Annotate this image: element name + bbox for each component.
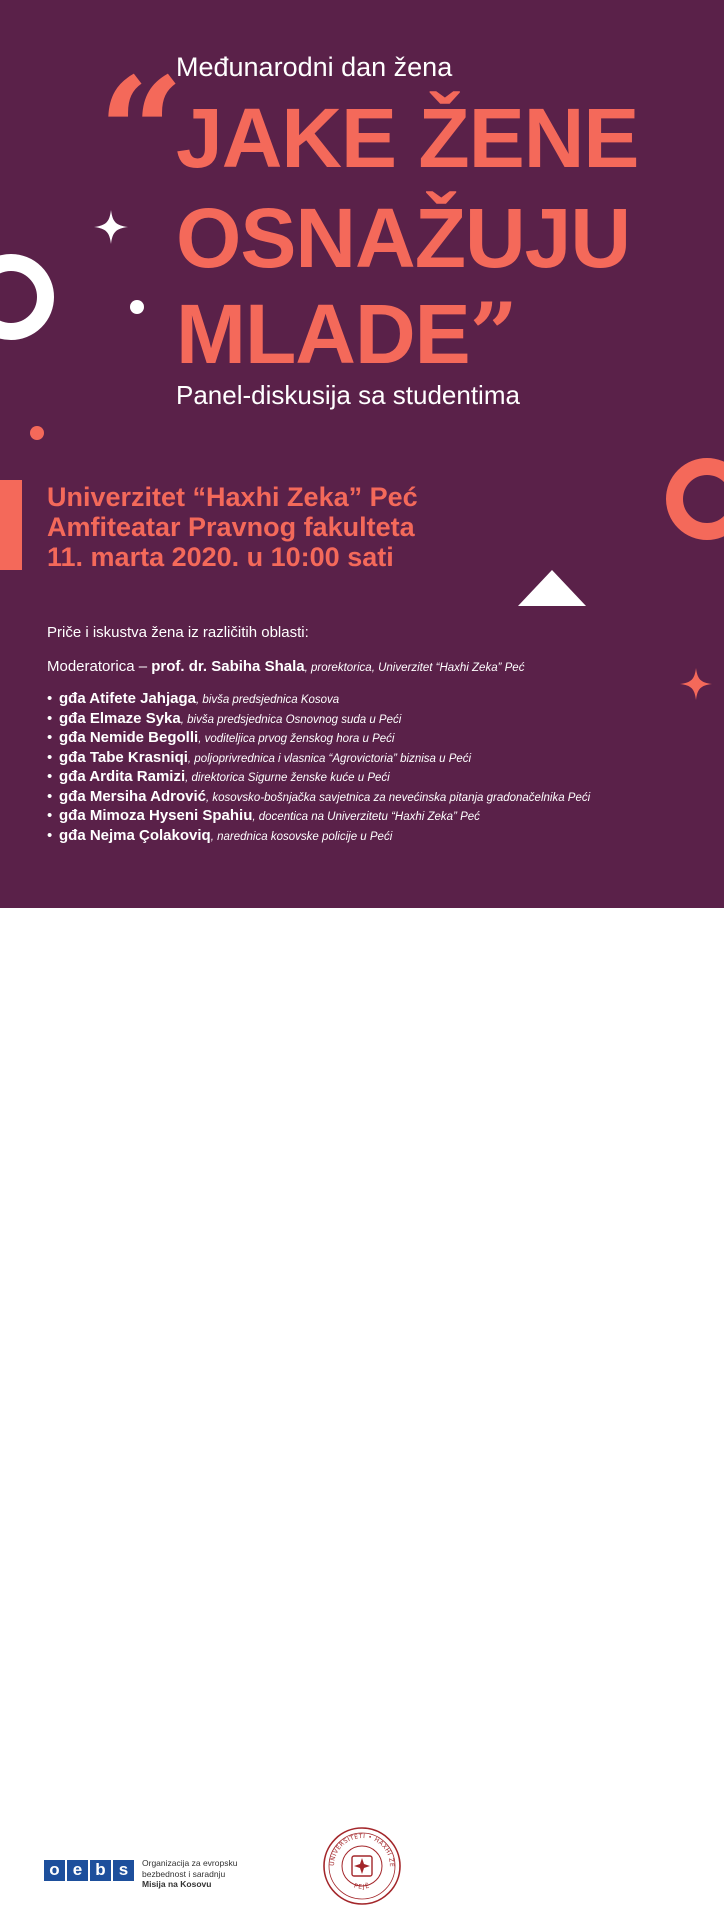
moderator-name: prof. dr. Sabiha Shala: [151, 658, 305, 675]
bullet: •: [47, 807, 53, 824]
oebs-logo-letter: o: [44, 1860, 65, 1881]
moderator-line: [47, 658, 524, 675]
bullet: •: [47, 729, 53, 746]
moderator-role: , prorektorica, Univerzitet “Haxhi Zeka” Peć: [304, 662, 525, 674]
oebs-org-name: [142, 1858, 237, 1890]
speaker-role: , narednica kosovske policije u Peći: [210, 830, 393, 843]
speaker-name: gđa Atifete Jahjaga: [59, 690, 196, 707]
oebs-logo-letter: e: [67, 1860, 88, 1881]
triangle-icon: [518, 570, 586, 606]
speaker-name: gđa Elmaze Syka: [59, 709, 181, 727]
list-item: [47, 710, 590, 730]
dot-decoration: [30, 426, 44, 440]
bullet: •: [47, 690, 53, 707]
bullet: •: [47, 748, 53, 766]
list-item: [47, 690, 590, 710]
list-item: [47, 827, 590, 847]
footer: [0, 908, 724, 1891]
speakers-list: [47, 690, 590, 846]
speaker-name: gđa Ardita Ramizi: [59, 768, 186, 785]
open-quote-mark: “: [98, 45, 185, 221]
svg-text:PEJË: [353, 1883, 371, 1891]
speaker-role: , poljoprivrednica i vlasnica “Agrovictoria” biznisa u Peći: [187, 752, 472, 765]
dot-decoration: [130, 300, 144, 314]
speaker-name: gđa Mimoza Hyseni Spahiu: [59, 807, 253, 824]
university-seal-icon: [322, 1826, 402, 1911]
event-supertitle: Međunarodni dan žena: [176, 52, 453, 82]
speaker-role: , direktorica Sigurne ženske kuće u Peći: [185, 772, 390, 784]
venue-line: Amfiteatar Pravnog fakulteta: [47, 512, 415, 542]
list-item: [47, 788, 590, 808]
list-item: [47, 749, 590, 769]
oebs-org-line: Organizacija za evropsku: [142, 1858, 238, 1868]
oebs-logo-letter: b: [90, 1860, 111, 1881]
list-item: [47, 768, 590, 788]
oebs-logo-letter: s: [113, 1860, 134, 1881]
moderator-prefix: Moderatorica –: [47, 658, 152, 675]
title-line-text: MLADE: [176, 287, 470, 381]
speaker-name: gđa Tabe Krasniqi: [59, 748, 188, 766]
speaker-name: gđa Nemide Begolli: [59, 729, 199, 746]
speaker-name: gđa Mersiha Adrović: [59, 787, 206, 805]
speakers-intro: Priče i iskustva žena iz različitih oblasti:: [47, 624, 309, 641]
ring-icon: [666, 458, 724, 540]
speaker-role: , bivša predsjednica Kosova: [195, 694, 340, 706]
ring-icon: [0, 254, 54, 340]
speaker-name: gđa Nejma Çolakoviq: [59, 826, 211, 844]
list-item: [47, 807, 590, 827]
list-item: [47, 729, 590, 749]
speaker-role: , bivša predsjednica Osnovnog suda u Peći: [180, 713, 402, 726]
seal-bottom-text: PEJË: [353, 1882, 371, 1891]
speaker-role: , kosovsko-bošnjačka savjetnica za nevećinska pitanja gradonačelnika Peći: [205, 791, 591, 804]
title-line: JAKE ŽENE: [176, 91, 639, 185]
title-line: [176, 284, 517, 383]
oebs-mission-line: Misija na Kosovu: [142, 1879, 212, 1889]
oebs-org-line: bezbednost i saradnju: [142, 1868, 226, 1879]
poster: [0, 0, 724, 908]
seal-text: UNIVERSITETI • HAXHI ZE: [328, 1832, 396, 1868]
bullet: •: [47, 709, 53, 727]
title-line: OSNAŽUJU: [176, 191, 631, 285]
date-time-line: 11. marta 2020. u 10:00 sati: [47, 542, 394, 572]
bullet: •: [47, 826, 53, 844]
bullet: •: [47, 787, 53, 805]
bullet: •: [47, 768, 53, 785]
sparkle-star-icon: [680, 668, 712, 705]
speaker-role: , docentica na Univerzitetu “Haxhi Zeka” Peć: [252, 811, 480, 823]
event-subtitle: Panel-diskusija sa studentima: [176, 380, 520, 410]
speaker-role: , voditeljica prvog ženskog hora u Peći: [198, 733, 395, 745]
oebs-logo: [44, 1860, 136, 1881]
close-quote-mark: ”: [469, 284, 517, 383]
bar-decoration: [0, 480, 22, 570]
venue-line: Univerzitet “Haxhi Zeka” Peć: [47, 482, 418, 512]
